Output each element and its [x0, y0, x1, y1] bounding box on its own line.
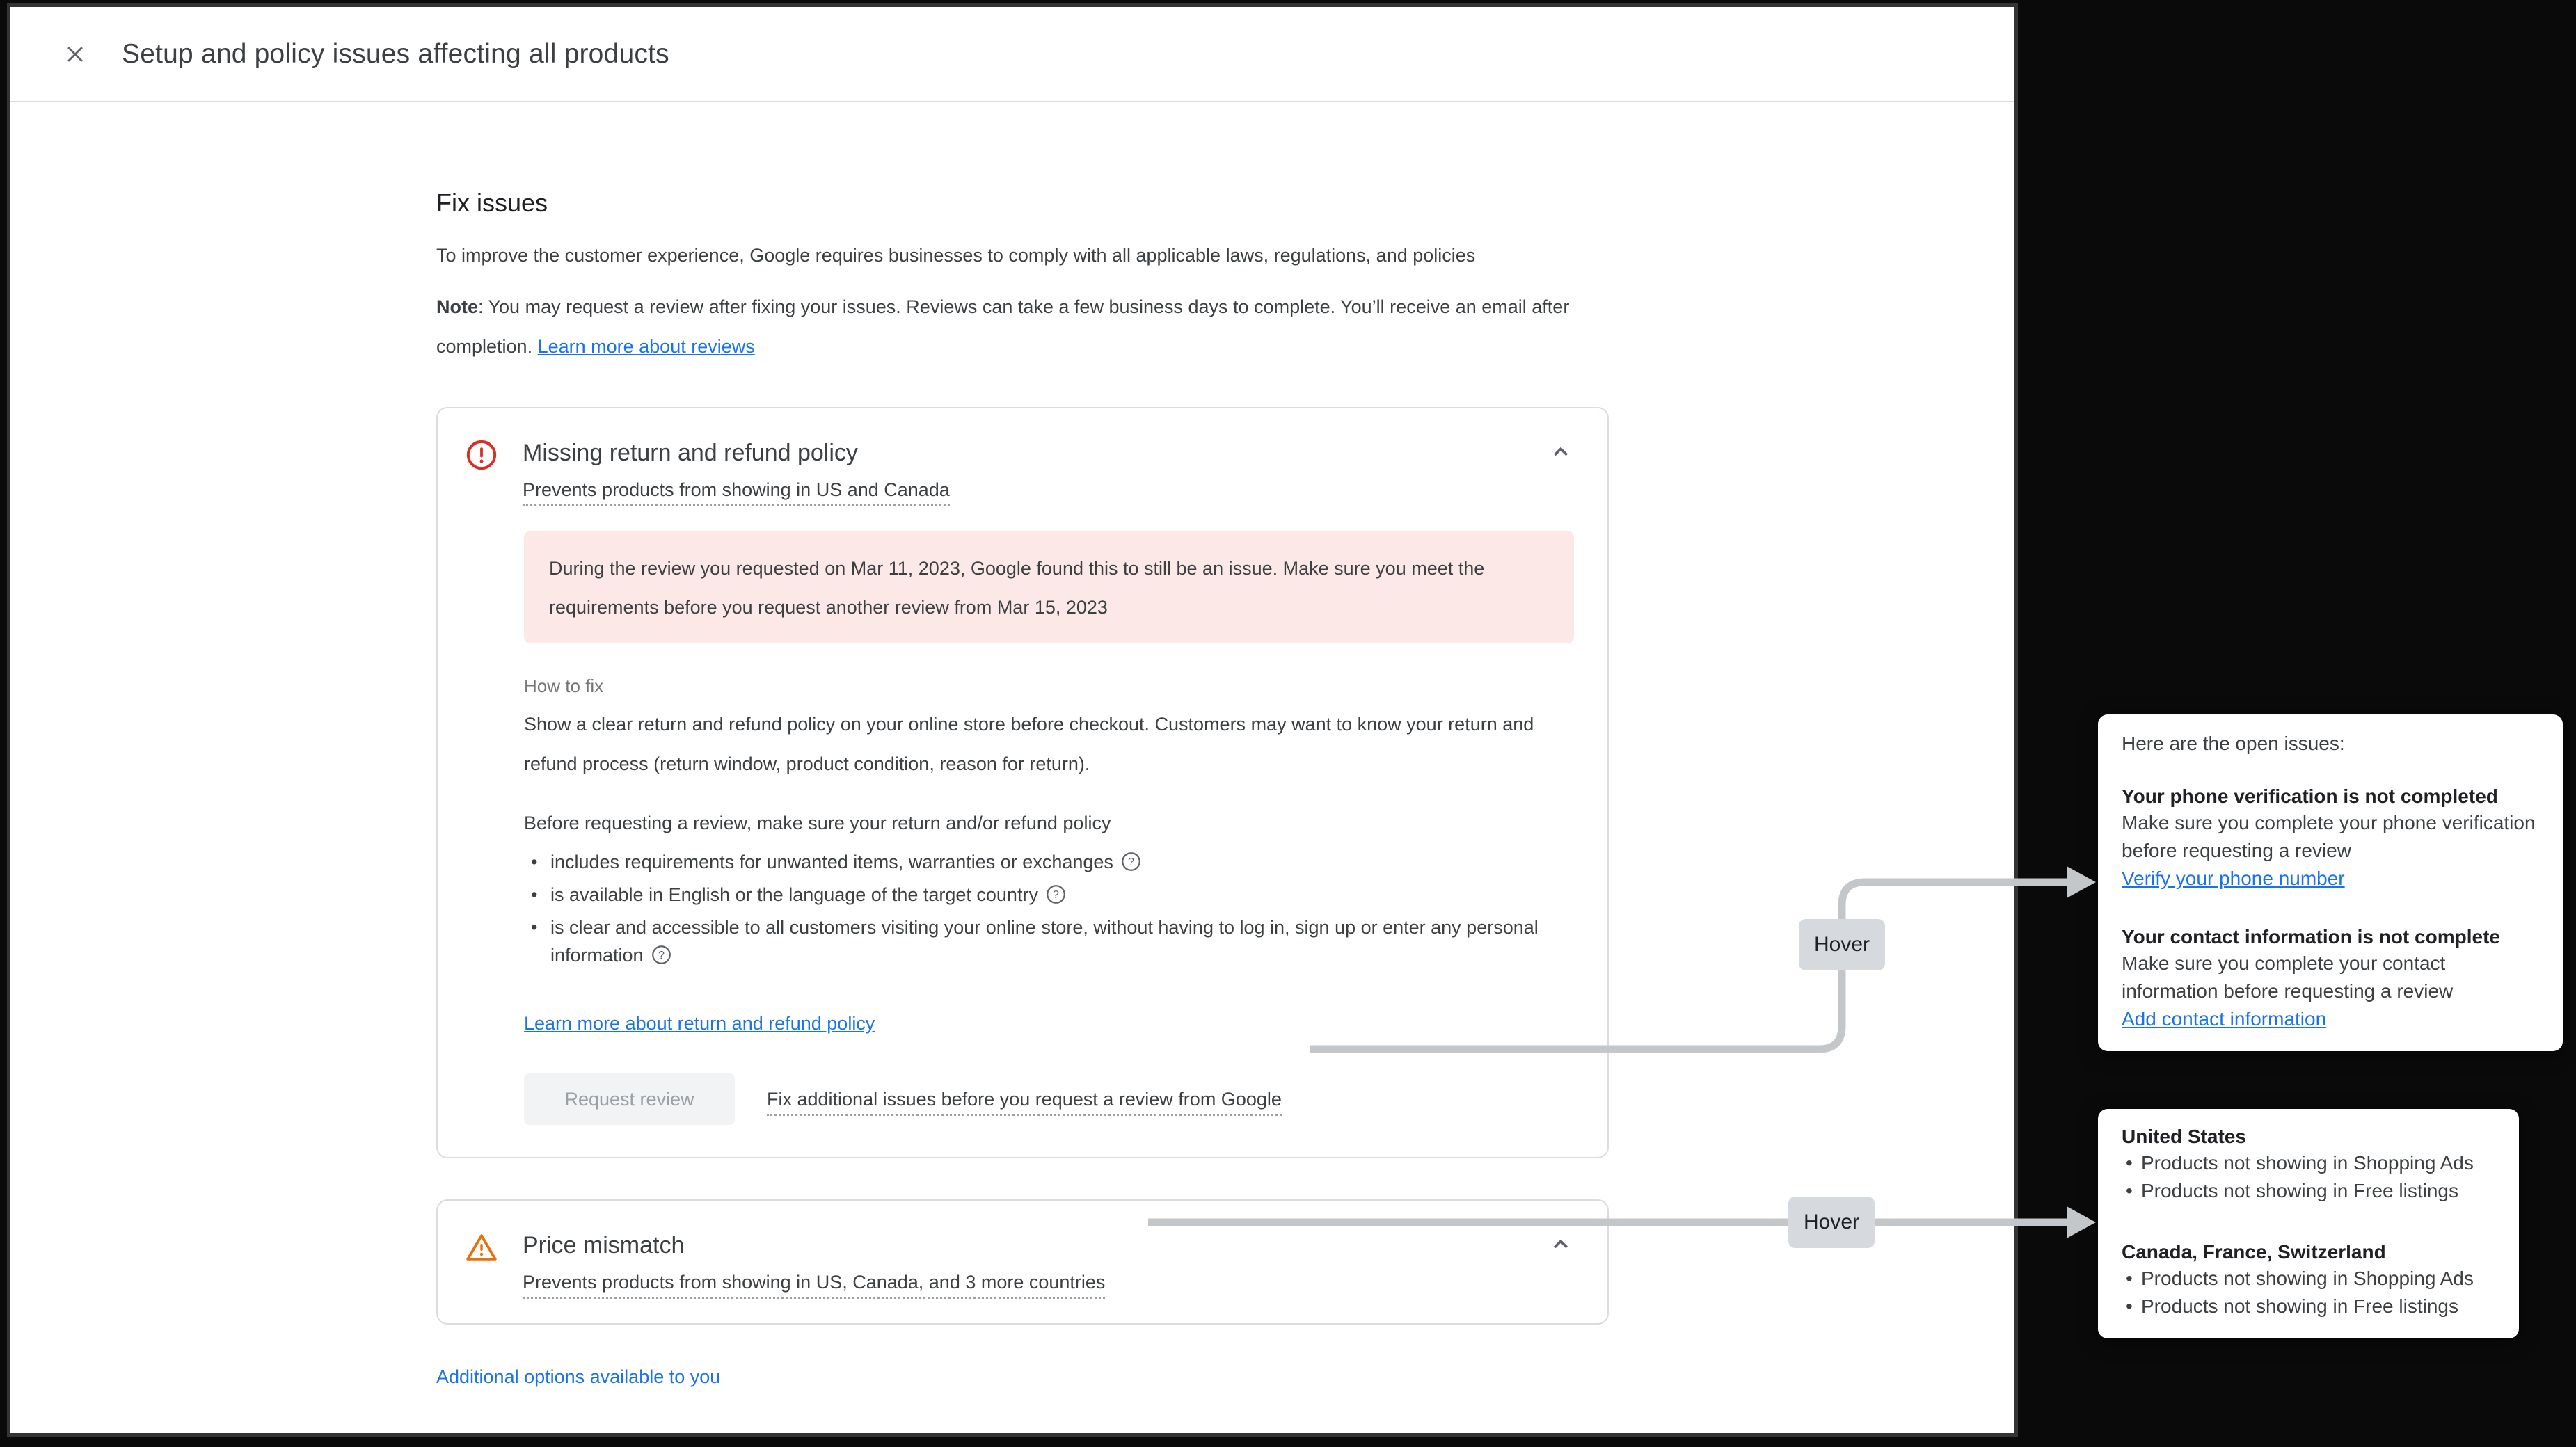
note-paragraph — [436, 287, 1623, 367]
tooltip-section-phone — [2122, 784, 2541, 893]
chevron-up-icon — [1548, 1231, 1574, 1258]
refund-collapse-button[interactable] — [1548, 439, 1574, 469]
tooltip-issue-item: • Products not showing in Shopping Ads — [2122, 1149, 2501, 1177]
warning-icon — [466, 1231, 498, 1263]
checklist-intro: Before requesting a review, make sure your return and/or refund policy — [524, 813, 1111, 833]
tooltip-section-body: Make sure you complete your phone verification before requesting a review — [2122, 812, 2536, 861]
refund-card-header — [438, 408, 1607, 503]
price-collapse-button[interactable] — [1548, 1231, 1574, 1261]
tooltip-section-title: Your contact information is not complete — [2122, 926, 2500, 948]
request-review-row — [524, 1073, 1573, 1125]
policy-checklist — [524, 848, 1571, 969]
how-to-fix-body: Show a clear return and refund policy on your online store before checkout. Customers may want to know your return and refund process (return window, product condition, reason for return). — [524, 714, 1534, 774]
svg-text:?: ? — [1127, 856, 1134, 869]
refund-card-body — [438, 531, 1607, 1157]
tooltip-country-issues — [2122, 1149, 2501, 1205]
checklist-item — [524, 848, 1571, 876]
open-issues-tooltip — [2098, 714, 2563, 1051]
fix-additional-note[interactable]: Fix additional issues before you request a review from Google — [767, 1089, 1282, 1110]
tooltip-country-issues — [2122, 1265, 2501, 1320]
tooltip-country-title: Canada, France, Switzerland — [2122, 1241, 2386, 1263]
countries-tooltip — [2098, 1109, 2519, 1338]
tooltip-section-title: Your phone verification is not completed — [2122, 785, 2498, 807]
refund-card-title: Missing return and refund policy — [523, 440, 858, 466]
chevron-up-icon — [1548, 439, 1574, 465]
tooltip-section-body: Make sure you complete your contact information before requesting a review — [2122, 952, 2454, 1002]
review-alert-banner: During the review you requested on Mar 11, 2023, Google found this to still be an issue. Make sure you meet the requirements before you request another review from Mar 15, 2023 — [524, 531, 1574, 643]
price-card-subtitle[interactable]: Prevents products from showing in US, Canada, and 3 more countries — [523, 1269, 1548, 1295]
refund-card-head-text — [523, 438, 1548, 503]
fix-issues-heading: Fix issues — [436, 189, 548, 217]
dialog-header — [10, 7, 2014, 102]
tooltip-country-group — [2122, 1240, 2501, 1320]
price-card-head-text — [523, 1230, 1548, 1295]
hover-label-2: Hover — [1788, 1197, 1875, 1248]
close-button[interactable] — [59, 38, 91, 70]
note-label: Note — [436, 296, 478, 317]
hover-label-1: Hover — [1799, 919, 1885, 970]
issue-card-price-mismatch — [436, 1199, 1609, 1325]
learn-more-reviews-link[interactable]: Learn more about reviews — [537, 336, 755, 357]
issue-card-refund-policy — [436, 407, 1609, 1158]
tooltip-country-title: United States — [2122, 1126, 2246, 1147]
verify-phone-link[interactable]: Verify your phone number — [2122, 868, 2345, 889]
help-icon[interactable] — [1120, 851, 1142, 872]
tooltip-issue-item: • Products not showing in Free listings — [2122, 1293, 2501, 1320]
checklist-item — [524, 881, 1571, 909]
tooltip-issue-item: • Products not showing in Shopping Ads — [2122, 1265, 2501, 1293]
arrowhead-refund — [2067, 866, 2096, 898]
help-icon[interactable] — [1045, 884, 1067, 905]
refund-card-subtitle[interactable]: Prevents products from showing in US and Canada — [523, 477, 1548, 503]
additional-options-link[interactable]: Additional options available to you — [436, 1366, 721, 1387]
add-contact-link[interactable]: Add contact information — [2122, 1008, 2327, 1030]
dialog-content — [436, 187, 1623, 1388]
price-card-title: Price mismatch — [523, 1232, 685, 1258]
svg-text:?: ? — [658, 949, 665, 962]
checklist-item-text: is clear and accessible to all customers visiting your online store, without having to log in, sign up or enter any personal information — [550, 917, 1539, 966]
checklist-item-text: includes requirements for unwanted items, warranties or exchanges — [550, 852, 1113, 872]
checklist-item — [524, 913, 1571, 969]
page-title: Setup and policy issues affecting all products — [122, 38, 669, 69]
error-icon — [466, 439, 498, 471]
note-text: : You may request a review after fixing your issues. Reviews can take a few business days to complete. You’ll receive an email after completion. — [436, 296, 1570, 357]
request-review-button[interactable]: Request review — [524, 1073, 735, 1125]
tooltip-country-group — [2122, 1124, 2501, 1205]
how-to-fix-label: How to fix — [524, 675, 604, 696]
checklist-item-text: is available in English or the language of the target country — [550, 884, 1038, 905]
tooltip-issue-item: • Products not showing in Free listings — [2122, 1177, 2501, 1205]
learn-more-refund-link[interactable]: Learn more about return and refund policy — [524, 1013, 875, 1034]
setup-policy-dialog — [10, 7, 2014, 1433]
tooltip-intro: Here are the open issues: — [2122, 733, 2345, 754]
price-card-header — [438, 1201, 1607, 1295]
close-icon — [63, 42, 87, 66]
intro-paragraph: To improve the customer experience, Google requires businesses to comply with all applicable laws, regulations, and policies — [436, 245, 1476, 266]
tooltip-section-contact — [2122, 925, 2541, 1033]
arrowhead-price — [2067, 1206, 2096, 1238]
help-icon[interactable] — [651, 944, 672, 966]
svg-text:?: ? — [1052, 888, 1059, 902]
